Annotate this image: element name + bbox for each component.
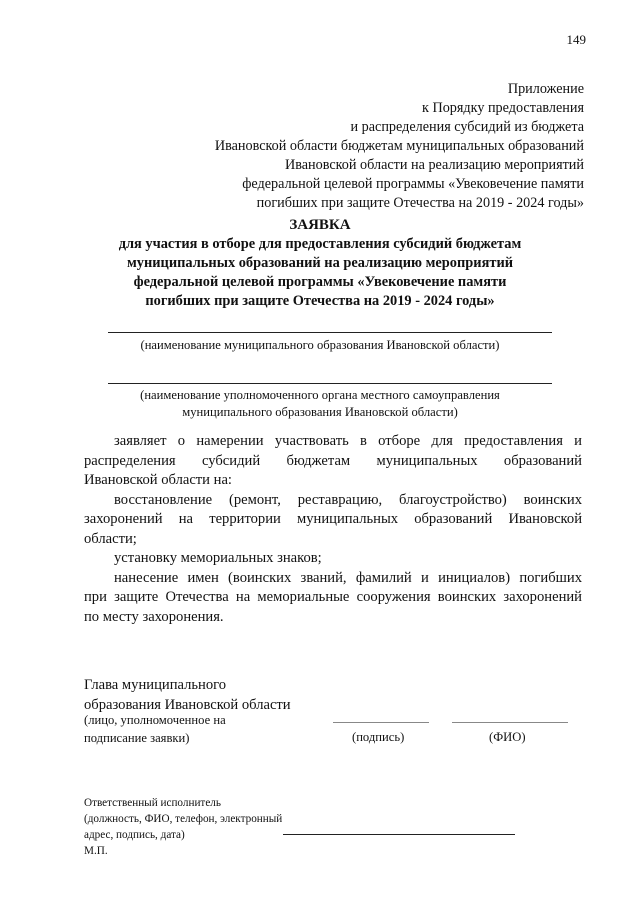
application-body — [84, 432, 582, 627]
executor-line[interactable] — [283, 834, 515, 835]
item-names: по месту захоронения. — [84, 608, 224, 625]
title-line: погибших при защите Отечества на 2019 - 2024 годы» — [145, 293, 495, 309]
authority-name-line[interactable] — [108, 383, 552, 384]
appendix-line: и распределения субсидий из бюджета — [350, 119, 584, 135]
authority-caption — [60, 387, 580, 421]
executor-note: адрес, подпись, дата) — [84, 829, 185, 841]
appendix-line: погибших при защите Отечества на 2019 - 2024 годы» — [256, 195, 584, 211]
intro-line: Ивановской области на: — [84, 472, 232, 488]
title-line: муниципальных образований на реализацию мероприятий — [126, 255, 514, 271]
municipality-name-line[interactable] — [108, 332, 552, 333]
item-names: нанесение имен (воинских званий, фамилий и инициалов) погибших — [114, 569, 582, 586]
title-main: ЗАЯВКА — [289, 217, 351, 233]
item-restoration: захоронений на территории муниципальных образований Ивановской — [84, 511, 582, 527]
appendix-line: Приложение — [507, 81, 584, 97]
title-line: федеральной целевой программы «Увековечение памяти — [133, 274, 507, 290]
fio-label: (ФИО) — [489, 730, 526, 744]
signatory-note: (лицо, уполномоченное на — [84, 713, 226, 727]
signature-line[interactable] — [333, 722, 429, 723]
appendix-line: Ивановской области на реализацию мероприятий — [284, 157, 584, 173]
executor-note: (должность, ФИО, телефон, электронный — [84, 813, 283, 825]
executor-label: Ответственный исполнитель — [84, 797, 221, 809]
intro-line: заявляет о намерении участвовать в отборе для предоставления и — [114, 433, 582, 449]
municipality-caption: (наименование муниципального образования Ивановской области) — [140, 338, 500, 352]
signature-label: (подпись) — [352, 730, 405, 744]
appendix-header — [144, 80, 584, 213]
item-names: при защите Отечества на мемориальные сооружения воинских захоронений — [84, 589, 582, 605]
stamp-label: М.П. — [84, 845, 108, 857]
item-restoration: области; — [84, 530, 137, 547]
signatory-title — [84, 676, 291, 715]
signatory-title-line: образования Ивановской области — [84, 696, 291, 713]
page-number: 149 — [566, 32, 586, 47]
document-title — [60, 216, 580, 311]
signatory-title-line: Глава муниципального — [84, 677, 227, 693]
appendix-line: к Порядку предоставления — [422, 100, 584, 116]
signatory-note: подписание заявки) — [84, 731, 190, 745]
intro-line: распределения субсидий бюджетам муниципальных образований — [84, 452, 582, 469]
authority-caption-line: (наименование уполномоченного органа местного самоуправления — [140, 388, 500, 402]
fio-line[interactable] — [452, 722, 568, 723]
title-line: для участия в отборе для предоставления субсидий бюджетам — [118, 236, 522, 252]
item-memorial-signs: установку мемориальных знаков; — [114, 550, 322, 566]
appendix-line: Ивановской области бюджетам муниципальных образований — [214, 138, 584, 154]
appendix-line: федеральной целевой программы «Увековечение памяти — [242, 176, 584, 192]
authority-caption-line: муниципального образования Ивановской области) — [182, 405, 458, 419]
item-restoration: восстановление (ремонт, реставрацию, благоустройство) воинских — [114, 491, 582, 508]
